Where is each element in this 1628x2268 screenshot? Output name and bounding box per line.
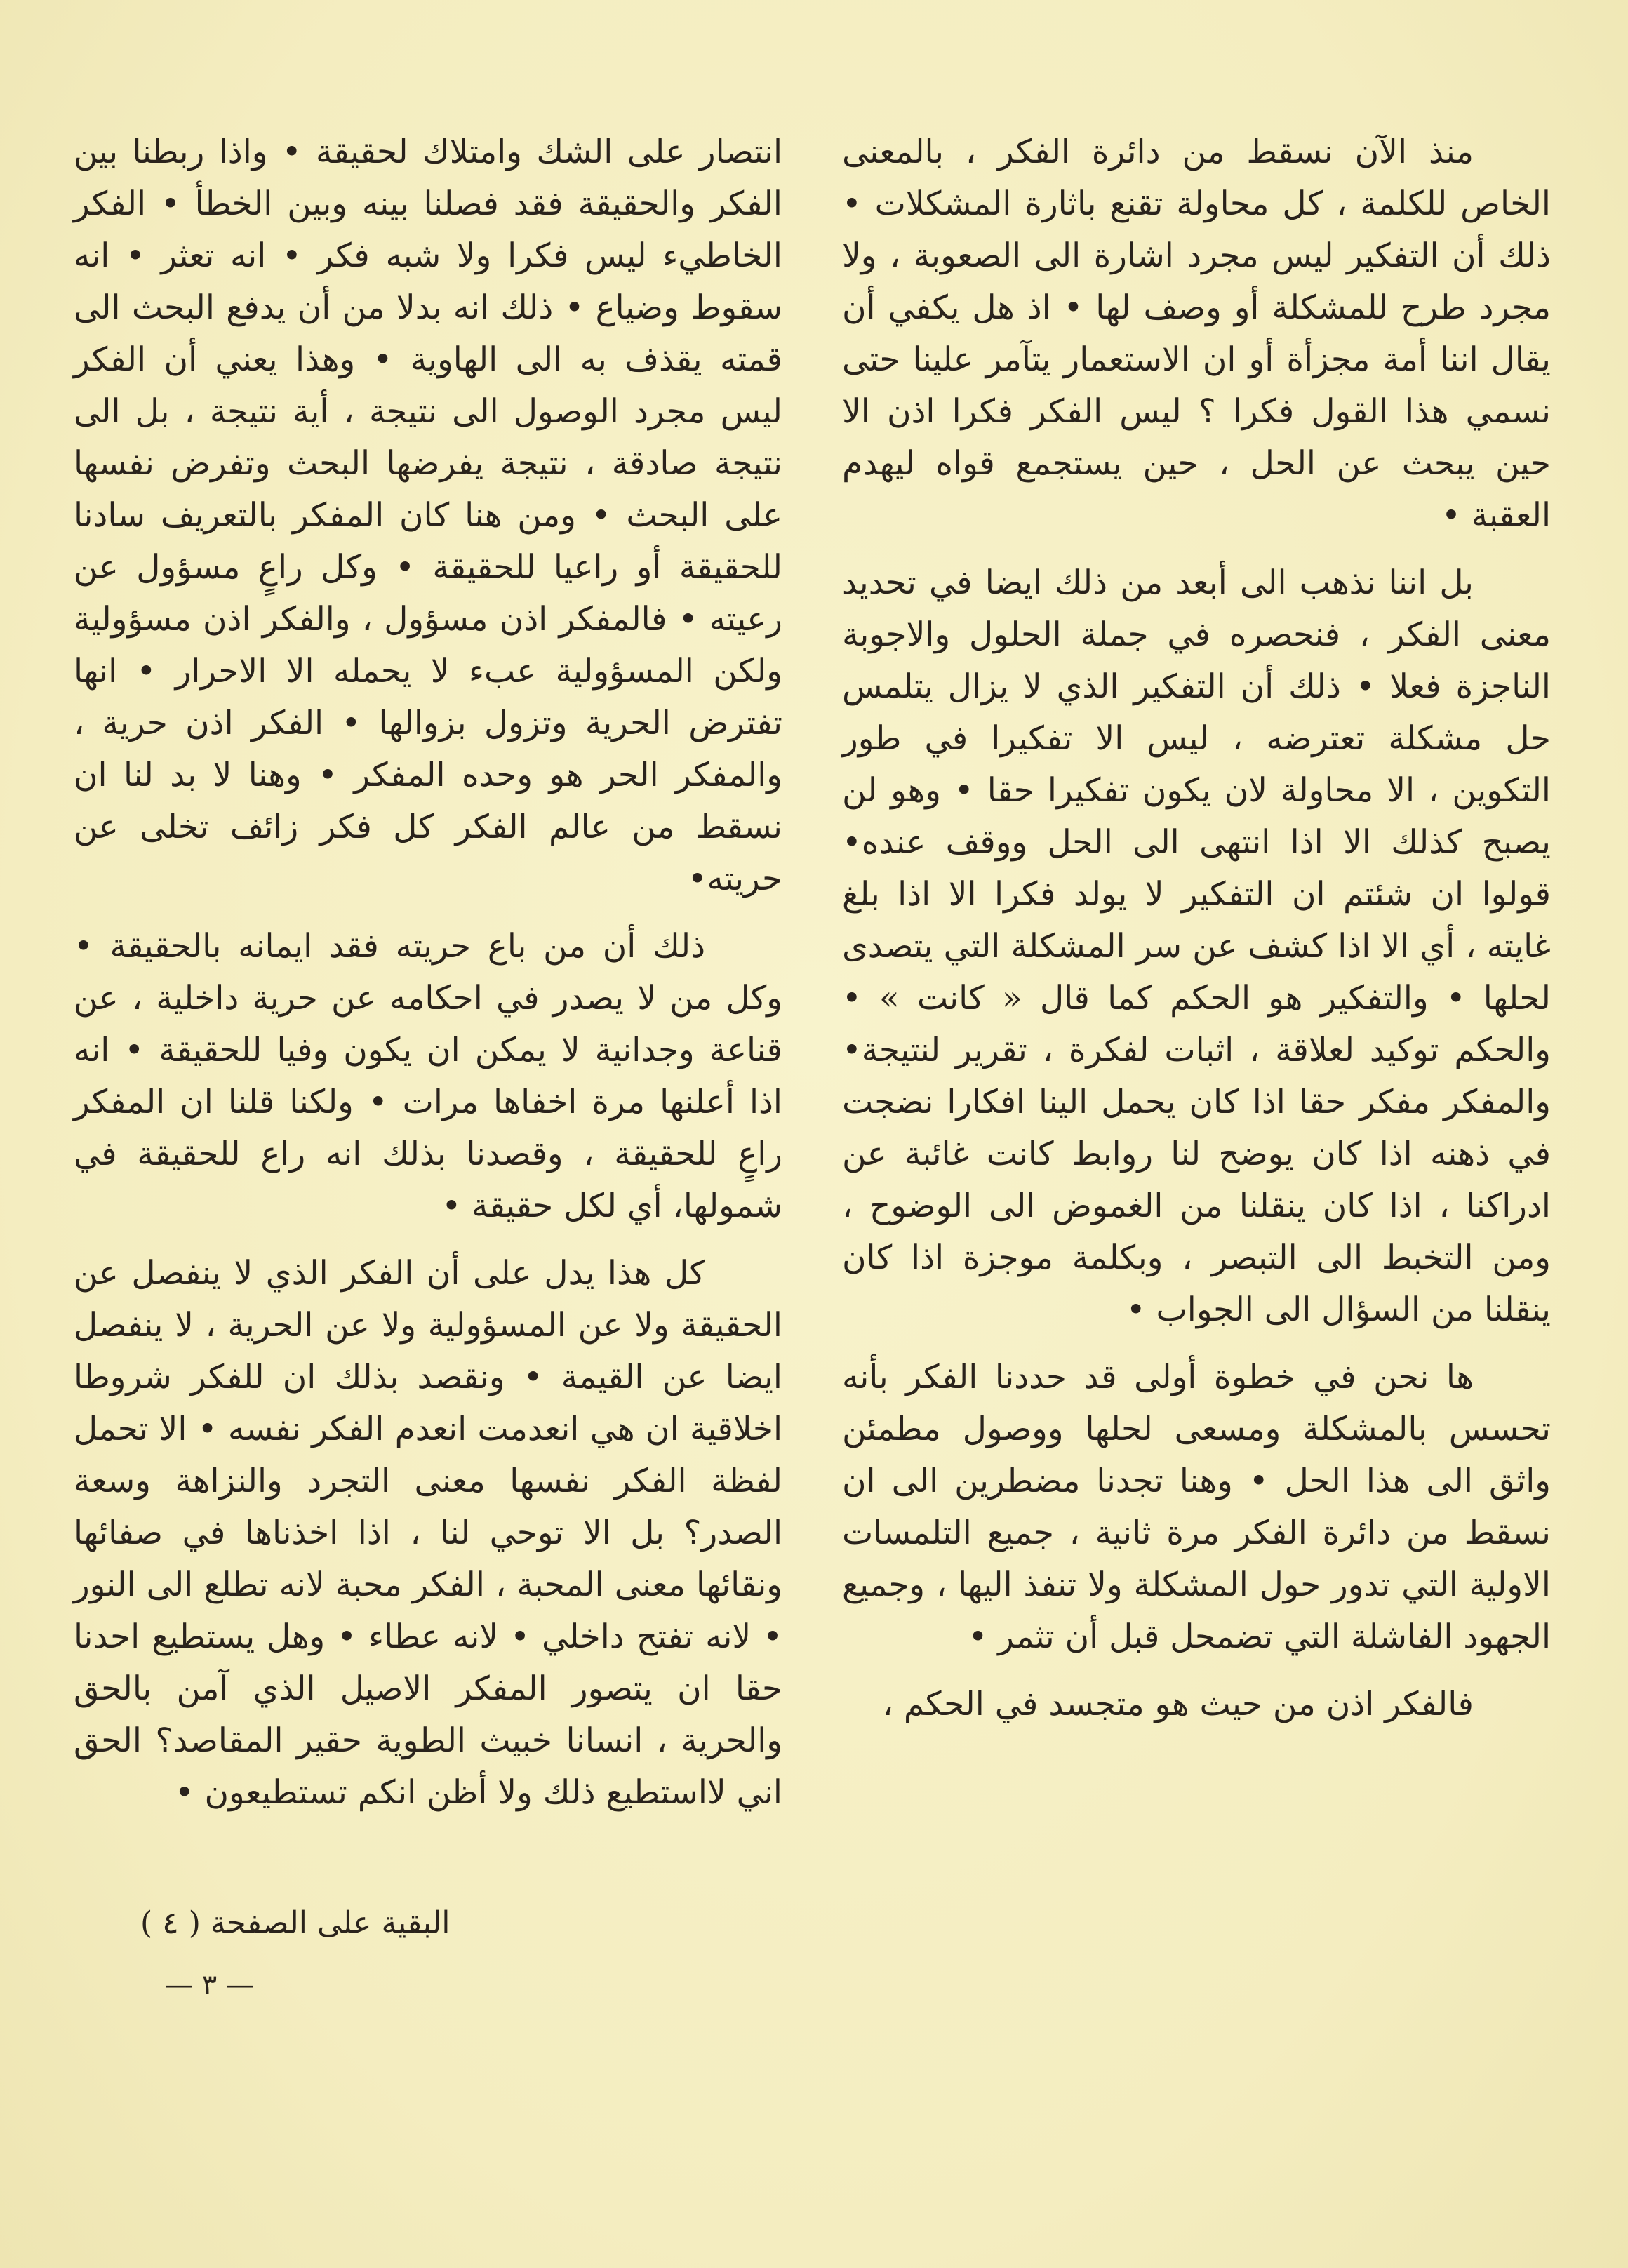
paragraph: ذلك أن من باع حريته فقد ايمانه بالحقيقة • وكل من لا يصدر في احكامه عن حرية داخلية ، عن قناعة وجدانية لا يمكن ان يكون وفيا للحقيقة • انه اذا أعلنها مرة اخفاها مرات • ولكنا قلنا ان المفكر راعٍ للحقيقة ، وقصدنا بذلك انه راع للحقيقة في شمولها، أي لكل حقيقة • [74, 927, 782, 1225]
paragraph: فالفكر اذن من حيث هو متجسد في الحكم ، [882, 1685, 1474, 1723]
paragraph: انتصار على الشك وامتلاك لحقيقة • واذا ربطنا بين الفكر والحقيقة فقد فصلنا بينه وبين الخطأ • الفكر الخاطيء ليس فكرا ولا شبه فكر • انه تعثر • انه سقوط وضياع • ذلك انه بدلا من أن يدفع البحث الى قمته يقذف به الى الهاوية • وهذا يعني أن الفكر ليس مجرد الوصول الى نتيجة ، أية نتيجة ، بل الى نتيجة صادقة ، نتيجة يفرضها البحث وتفرض نفسها على البحث • ومن هنا كان المفكر بالتعريف سادنا للحقيقة أو راعيا للحقيقة • وكل راعٍ مسؤول عن رعيته • فالمفكر اذن مسؤول ، والفكر اذن مسؤولية ولكن المسؤولية عبء لا يحمله الا الاحرار • انها تفترض الحرية وتزول بزوالها • الفكر اذن حرية ، والمفكر الحر هو وحده المفكر • وهنا لا بد لنا ان نسقط من عالم الفكر كل فكر زائف تخلى عن حريته• [74, 133, 782, 898]
paragraph: منذ الآن نسقط من دائرة الفكر ، بالمعنى الخاص للكلمة ، كل محاولة تقنع باثارة المشكلات • ذلك أن التفكير ليس مجرد اشارة الى الصعوبة ، ولا مجرد طرح للمشكلة أو وصف لها • اذ هل يكفي أن يقال اننا أمة مجزأة أو ان الاستعمار يتآمر علينا حتى نسمي هذا القول فكرا ؟ ليس الفكر فكرا اذن الا حين يبحث عن الحل ، حين يستجمع قواه ليهدم العقبة • [842, 133, 1551, 535]
article-column-left [74, 126, 782, 1834]
article-column-right [842, 126, 1551, 1746]
page-number: — ٣ — [165, 1969, 254, 2001]
paragraph: كل هذا يدل على أن الفكر الذي لا ينفصل عن الحقيقة ولا عن المسؤولية ولا عن الحرية ، لا ينفصل ايضا عن القيمة • ونقصد بذلك ان للفكر شروطا اخلاقية ان هي انعدمت انعدم الفكر نفسه • الا تحمل لفظة الفكر نفسها معنى التجرد والنزاهة وسعة الصدر؟ بل الا توحي لنا ، اذا اخذناها في صفائها ونقائها معنى المحبة ، الفكر محبة لانه تطلع الى النور • لانه تفتح داخلي • لانه عطاء • وهل يستطيع احدنا حقا ان يتصور المفكر الاصيل الذي آمن بالحق والحرية ، انسانا خبيث الطوية حقير المقاصد؟ الحق اني لااستطيع ذلك ولا أظن انكم تستطيعون • [74, 1254, 782, 1812]
paragraph: بل اننا نذهب الى أبعد من ذلك ايضا في تحديد معنى الفكر ، فنحصره في جملة الحلول والاجوبة الناجزة فعلا • ذلك أن التفكير الذي لا يزال يتلمس حل مشكلة تعترضه ، ليس الا تفكيرا في طور التكوين ، الا محاولة لان يكون تفكيرا حقا • وهو لن يصبح كذلك الا اذا انتهى الى الحل ووقف عنده• قولوا ان شئتم ان التفكير لا يولد فكرا الا اذا بلغ غايته ، أي الا اذا كشف عن سر المشكلة التي يتصدى لحلها • والتفكير هو الحكم كما قال « كانت » • والحكم توكيد لعلاقة ، اثبات لفكرة ، تقرير لنتيجة• والمفكر مفكر حقا اذا كان يحمل الينا افكارا نضجت في ذهنه اذا كان يوضح لنا روابط كانت غائبة عن ادراكنا ، اذا كان ينقلنا من الغموض الى الوضوح ، ومن التخبط الى التبصر ، وبكلمة موجزة اذا كان ينقلنا من السؤال الى الجواب • [842, 563, 1551, 1329]
paragraph: ها نحن في خطوة أولى قد حددنا الفكر بأنه تحسس بالمشكلة ومسعى لحلها ووصول مطمئن واثق الى هذا الحل • وهنا تجدنا مضطرين الى ان نسقط من دائرة الفكر مرة ثانية ، جميع التلمسات الاولية التي تدور حول المشكلة ولا تنفذ اليها ، وجميع الجهود الفاشلة التي تضمحل قبل أن تثمر • [842, 1358, 1551, 1656]
continued-on-page-note: البقية على الصفحة ( ٤ ) [140, 1905, 451, 1941]
